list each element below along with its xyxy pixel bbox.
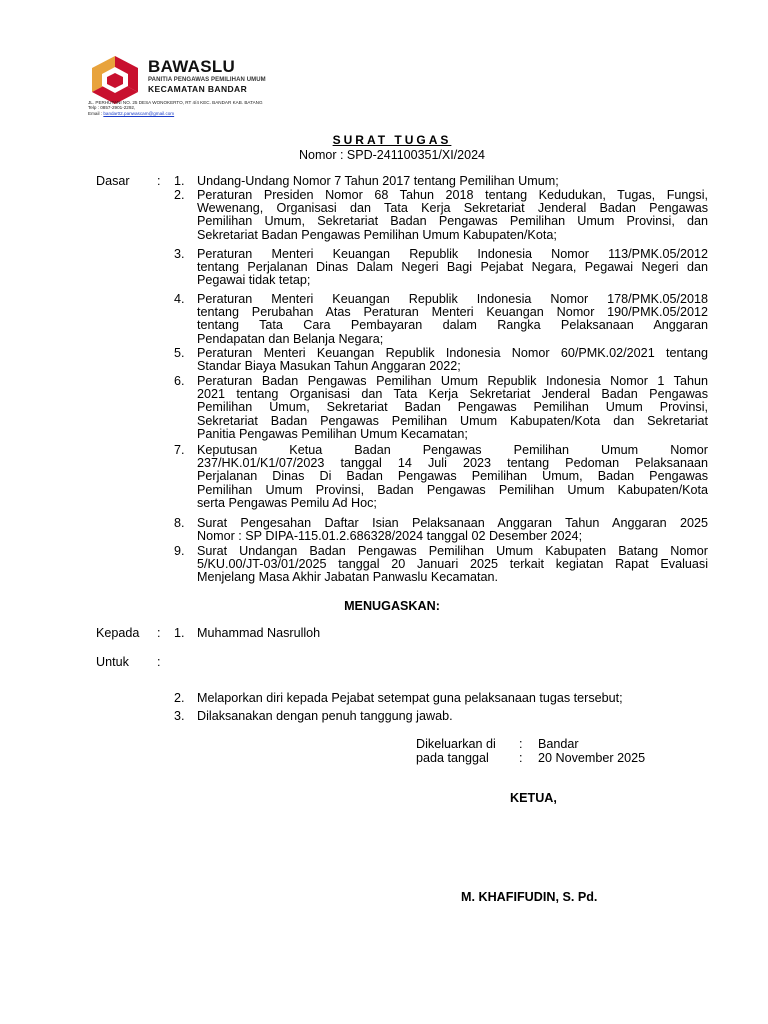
dasar-item-num: 1.: [174, 174, 185, 188]
dasar-item-line: tentang Tata Cara Pembayaran dalam Rangka Pelaksanaan Anggaran: [197, 318, 708, 333]
dasar-item-line: Standar Biaya Masukan Tahun Anggaran 2022;: [197, 359, 461, 374]
untuk-colon: :: [157, 655, 161, 669]
dasar-item-line: Sekretariat Badan Pengawas Pemilihan Umum Kabupaten/Kota;: [197, 227, 557, 242]
org-name: BAWASLU: [148, 57, 236, 76]
dasar-colon: :: [157, 174, 161, 188]
kepada-colon: :: [157, 626, 161, 640]
bawaslu-logo-icon: [88, 54, 142, 104]
address-line: JL. PERHUTANI NO. 25 DESA WONOKERTO, RT 4/4 KEC. BANDAR KAB. BATANG: [88, 100, 263, 105]
untuk-num: 2.: [174, 691, 185, 705]
issued-place: Bandar: [538, 737, 579, 751]
kepada-num: 1.: [174, 626, 185, 640]
dasar-item-text: [197, 293, 708, 346]
email-link[interactable]: bandar02.panwascam@gmail.com: [103, 110, 175, 116]
org-sub2: KECAMATAN BANDAR: [148, 84, 248, 94]
brand-block: [148, 58, 266, 94]
dasar-item-num: 5.: [174, 346, 185, 360]
dasar-item-num: 6.: [174, 374, 185, 388]
dasar-item-line: Surat Pengesahan Daftar Isian Pelaksanaan Anggaran Tahun Anggaran 2025: [197, 516, 708, 530]
letterhead: [88, 52, 310, 122]
dasar-item-num: 4.: [174, 292, 185, 306]
dasar-item-text: [197, 189, 708, 242]
dasar-item-line: Wewenang, Organisasi dan Tata Kerja Sekretariat Jenderal Badan Pengawas: [197, 201, 708, 216]
dasar-item-line: 2021 tentang Organisasi dan Tata Kerja Sekretariat Jenderal Badan Pengawas: [197, 387, 708, 402]
dasar-item-line: 5/KU.00/JT-03/01/2025 tanggal 20 Januari 2025 terkait kegiatan Rapat Evaluasi: [197, 557, 708, 572]
dasar-item-text: [197, 175, 708, 188]
dasar-item-line: Nomor : SP DIPA-115.01.2.686328/2024 tanggal 02 Desember 2024;: [197, 529, 583, 544]
phone-line: Telp : 0857-2901-2292,: [88, 105, 136, 111]
dasar-item-line: Perjalanan Dinas Di Badan Pengawas Pemilihan Umum, Badan Pengawas: [197, 469, 708, 484]
dasar-item-text: [197, 545, 708, 585]
dasar-item-line: Menjelang Masa Akhir Jabatan Panwaslu Kecamatan.: [197, 570, 499, 585]
dasar-item-line: Peraturan Badan Pengawas Pemilihan Umum Republik Indonesia Nomor 1 Tahun: [197, 374, 708, 388]
dasar-item-num: 8.: [174, 516, 185, 530]
issued-date-label: pada tanggal: [416, 751, 489, 765]
dasar-item-line: Sekretariat Badan Pengawas Pemilihan Umum Kabupaten/Kota dan Sekretariat: [197, 413, 708, 428]
dasar-item-line: Undang-Undang Nomor 7 Tahun 2017 tentang Pemilihan Umum;: [197, 174, 559, 188]
untuk-text: Melaporkan diri kepada Pejabat setempat guna pelaksanaan tugas tersebut;: [197, 691, 623, 705]
dasar-item-num: 3.: [174, 247, 185, 261]
dasar-item-line: Peraturan Menteri Keuangan Republik Indonesia Nomor 178/PMK.05/2018: [197, 292, 708, 306]
menugaskan-heading: MENUGASKAN:: [344, 599, 440, 613]
dasar-item-line: serta Pengawas Pemilu Ad Hoc;: [197, 495, 377, 510]
issued-place-colon: :: [519, 737, 523, 751]
dasar-item-line: Peraturan Menteri Keuangan Republik Indonesia Nomor 60/PMK.02/2021 tentang: [197, 346, 708, 360]
dasar-item-line: Pendapatan dan Belanja Negara;: [197, 331, 384, 346]
dasar-item-num: 7.: [174, 443, 185, 457]
email-label: Email :: [88, 110, 103, 116]
dasar-item-line: 237/HK.01/K1/07/2023 tanggal 14 Juli 2023 tentang Pedoman Pelaksanaan: [197, 456, 708, 471]
dasar-item-num: 9.: [174, 544, 185, 558]
dasar-item-line: Surat Undangan Badan Pengawas Pemilihan Umum Kabupaten Batang Nomor: [197, 544, 708, 558]
dasar-item-text: [197, 444, 708, 510]
kepada-name: Muhammad Nasrulloh: [197, 626, 321, 640]
dasar-item-line: Peraturan Presiden Nomor 68 Tahun 2018 tentang Kedudukan, Tugas, Fungsi,: [197, 188, 708, 202]
dasar-item-line: Pemilihan Umum, Sekretariat Badan Pengawas Pemilihan Umum Provinsi, dan: [197, 214, 708, 229]
dasar-item-text: [197, 347, 708, 373]
document-number: Nomor : SPD-241100351/XI/2024: [299, 148, 485, 162]
dasar-item-line: Pegawai tidak tetap;: [197, 273, 311, 288]
document-title: SURAT TUGAS: [332, 133, 452, 147]
dasar-item-line: tentang Perubahan Atas Peraturan Menteri Keuangan Nomor 190/PMK.05/2012: [197, 305, 708, 320]
signature-title: KETUA,: [510, 791, 557, 805]
issued-place-label: Dikeluarkan di: [416, 737, 496, 751]
address-block: [88, 100, 263, 116]
dasar-item-text: [197, 375, 708, 441]
dasar-item-line: Peraturan Menteri Keuangan Republik Indonesia Nomor 113/PMK.05/2012: [197, 247, 708, 261]
untuk-label: Untuk: [96, 655, 129, 669]
dasar-item-text: [197, 248, 708, 288]
untuk-num: 3.: [174, 709, 185, 723]
signer-name: M. KHAFIFUDIN, S. Pd.: [461, 890, 598, 904]
dasar-item-line: Panitia Pengawas Pemilihan Umum Kecamatan;: [197, 426, 468, 441]
dasar-item-line: tentang Perjalanan Dinas Dalam Negeri Bagi Pejabat Negara, Pegawai Negeri dan: [197, 260, 708, 275]
org-sub1: PANITIA PENGAWAS PEMILIHAN UMUM: [148, 77, 266, 83]
kepada-label: Kepada: [96, 626, 140, 640]
untuk-text: Dilaksanakan dengan penuh tanggung jawab.: [197, 709, 453, 723]
dasar-item-line: Pemilihan Umum, Sekretariat Badan Pengawas Pemilihan Umum Provinsi,: [197, 400, 708, 415]
dasar-item-num: 2.: [174, 188, 185, 202]
dasar-item-text: [197, 517, 708, 543]
email-line: [88, 111, 263, 116]
issued-date: 20 November 2025: [538, 751, 646, 765]
dasar-label: Dasar: [96, 174, 130, 188]
dasar-item-line: Pemilihan Umum Provinsi, Badan Pengawas Pemilihan Umum Kabupaten/Kota: [197, 482, 708, 497]
issued-date-colon: :: [519, 751, 523, 765]
dasar-item-line: Keputusan Ketua Badan Pengawas Pemilihan Umum Nomor: [197, 443, 708, 457]
